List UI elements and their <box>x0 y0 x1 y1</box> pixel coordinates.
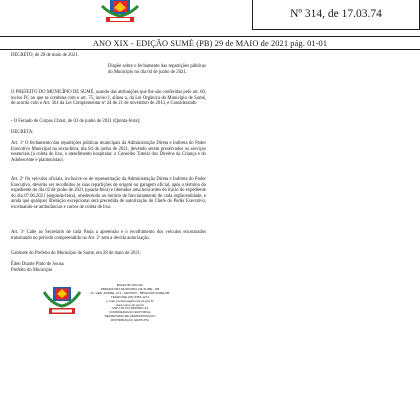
decree-closing: Gabinete do Prefeito do Município de Sumé, em 28 de maio de 2021. <box>11 251 142 256</box>
decree-decreta-heading: DECRETA: <box>11 130 34 135</box>
decree-article-1: Art. 1º O fechamento das repartições públicas municipais da Administração Direta e Indireta do Poder Executivo Municipal na sexta-feira, dia 04 de junho de 2021, devendo serem preservados os serviços essenciais (a coleta do lixo, o atendimento hospitalar, o Conselho Tutelar dos Direitos da Criança e do Adolescente e plantonistas). <box>11 141 206 163</box>
law-number: Nº 314, de 17.03.74 <box>290 8 382 20</box>
decree-article-3: Art. 3º Cabe ao Secretário de cada Pasta a apreensão e o recolhimento dos veículos encontrados transitando no período compreendido no Art. 2º sem a devida autorização. <box>11 230 206 241</box>
header-rule-top <box>0 36 420 37</box>
law-number-box <box>252 0 420 30</box>
decree-signature <box>11 262 206 273</box>
edition-line: ANO XIX - EDIÇÃO SUMÉ (PB) 29 de MAIO de 2021 pág. 01-01 <box>92 39 328 48</box>
decree-considering: - O Feriado de Corpus Christ, de 03 de junho de 2021 (Quinta-feira); <box>11 119 141 124</box>
signer-title: Prefeito do Município <box>11 267 53 273</box>
header-rule-bottom <box>0 49 420 50</box>
decree-summary: Dispõe sobre o fechamento das repartições públicas do Município no dia 04 de junho de 2021. <box>108 64 206 75</box>
decree-article-2: Art. 2º Os veículos oficiais, inclusive os de representação da Administração Direta e Indireta do Poder Executivo, deverão ser recolhidos às suas repartições de origem ou garagem oficial, após o término do expediente do dia 02 de junho de 2021 (quarta-feira) e liberados uma hora antes do início do expediente do dia 07.06.2021 (segunda-feira), obedecendo ao horário de funcionamento de cada órgão/entidade, e ainda que qualquer liberação excepcional será precedida de autorização do Chefe do Poder Executivo, excetuando-se ambulâncias e carros de coleta de lixo. <box>11 177 206 210</box>
footer-coat-of-arms-icon <box>40 284 84 318</box>
municipal-coat-of-arms-icon <box>96 0 144 24</box>
signer-name: Éden Duarte Pinto de Sousa <box>11 262 64 267</box>
decree-preamble: O PREFEITO DO MUNICÍPIO DE SUMÉ, usando das atribuições que lhe são conferidas pelo art. 60, inciso IV, no que se combina com o art. 75, inciso I, alínea a, da Lei Orgânica do Município de Sumé, de acordo com o Art. 361 da Lei Complementar nº 24 de 21 de novembro de 2013, e Considerando <box>11 90 206 106</box>
decree-date-heading: DECRETO, de 28 de maio de 2021. <box>11 53 79 58</box>
footer-publication-info: BOLETIM OFICIAL PREFEITURA MUNICIPAL DE SUMÉ - PB Av. VER. ANDRÉ, 271 - CENTRO - 58540-000 SUMÉ-PB TELEFONE (83) 3353-1274 e-mail: prefeitura@sume.pb.gov.br www.sume.pb.gov.br CNPJ 09.073.453/0001-13 COORDENAÇÃO EDITORIAL SECRETARIA DE ADMINISTRAÇÃO DISTRIBUIÇÃO GRATUITA <box>90 284 170 323</box>
